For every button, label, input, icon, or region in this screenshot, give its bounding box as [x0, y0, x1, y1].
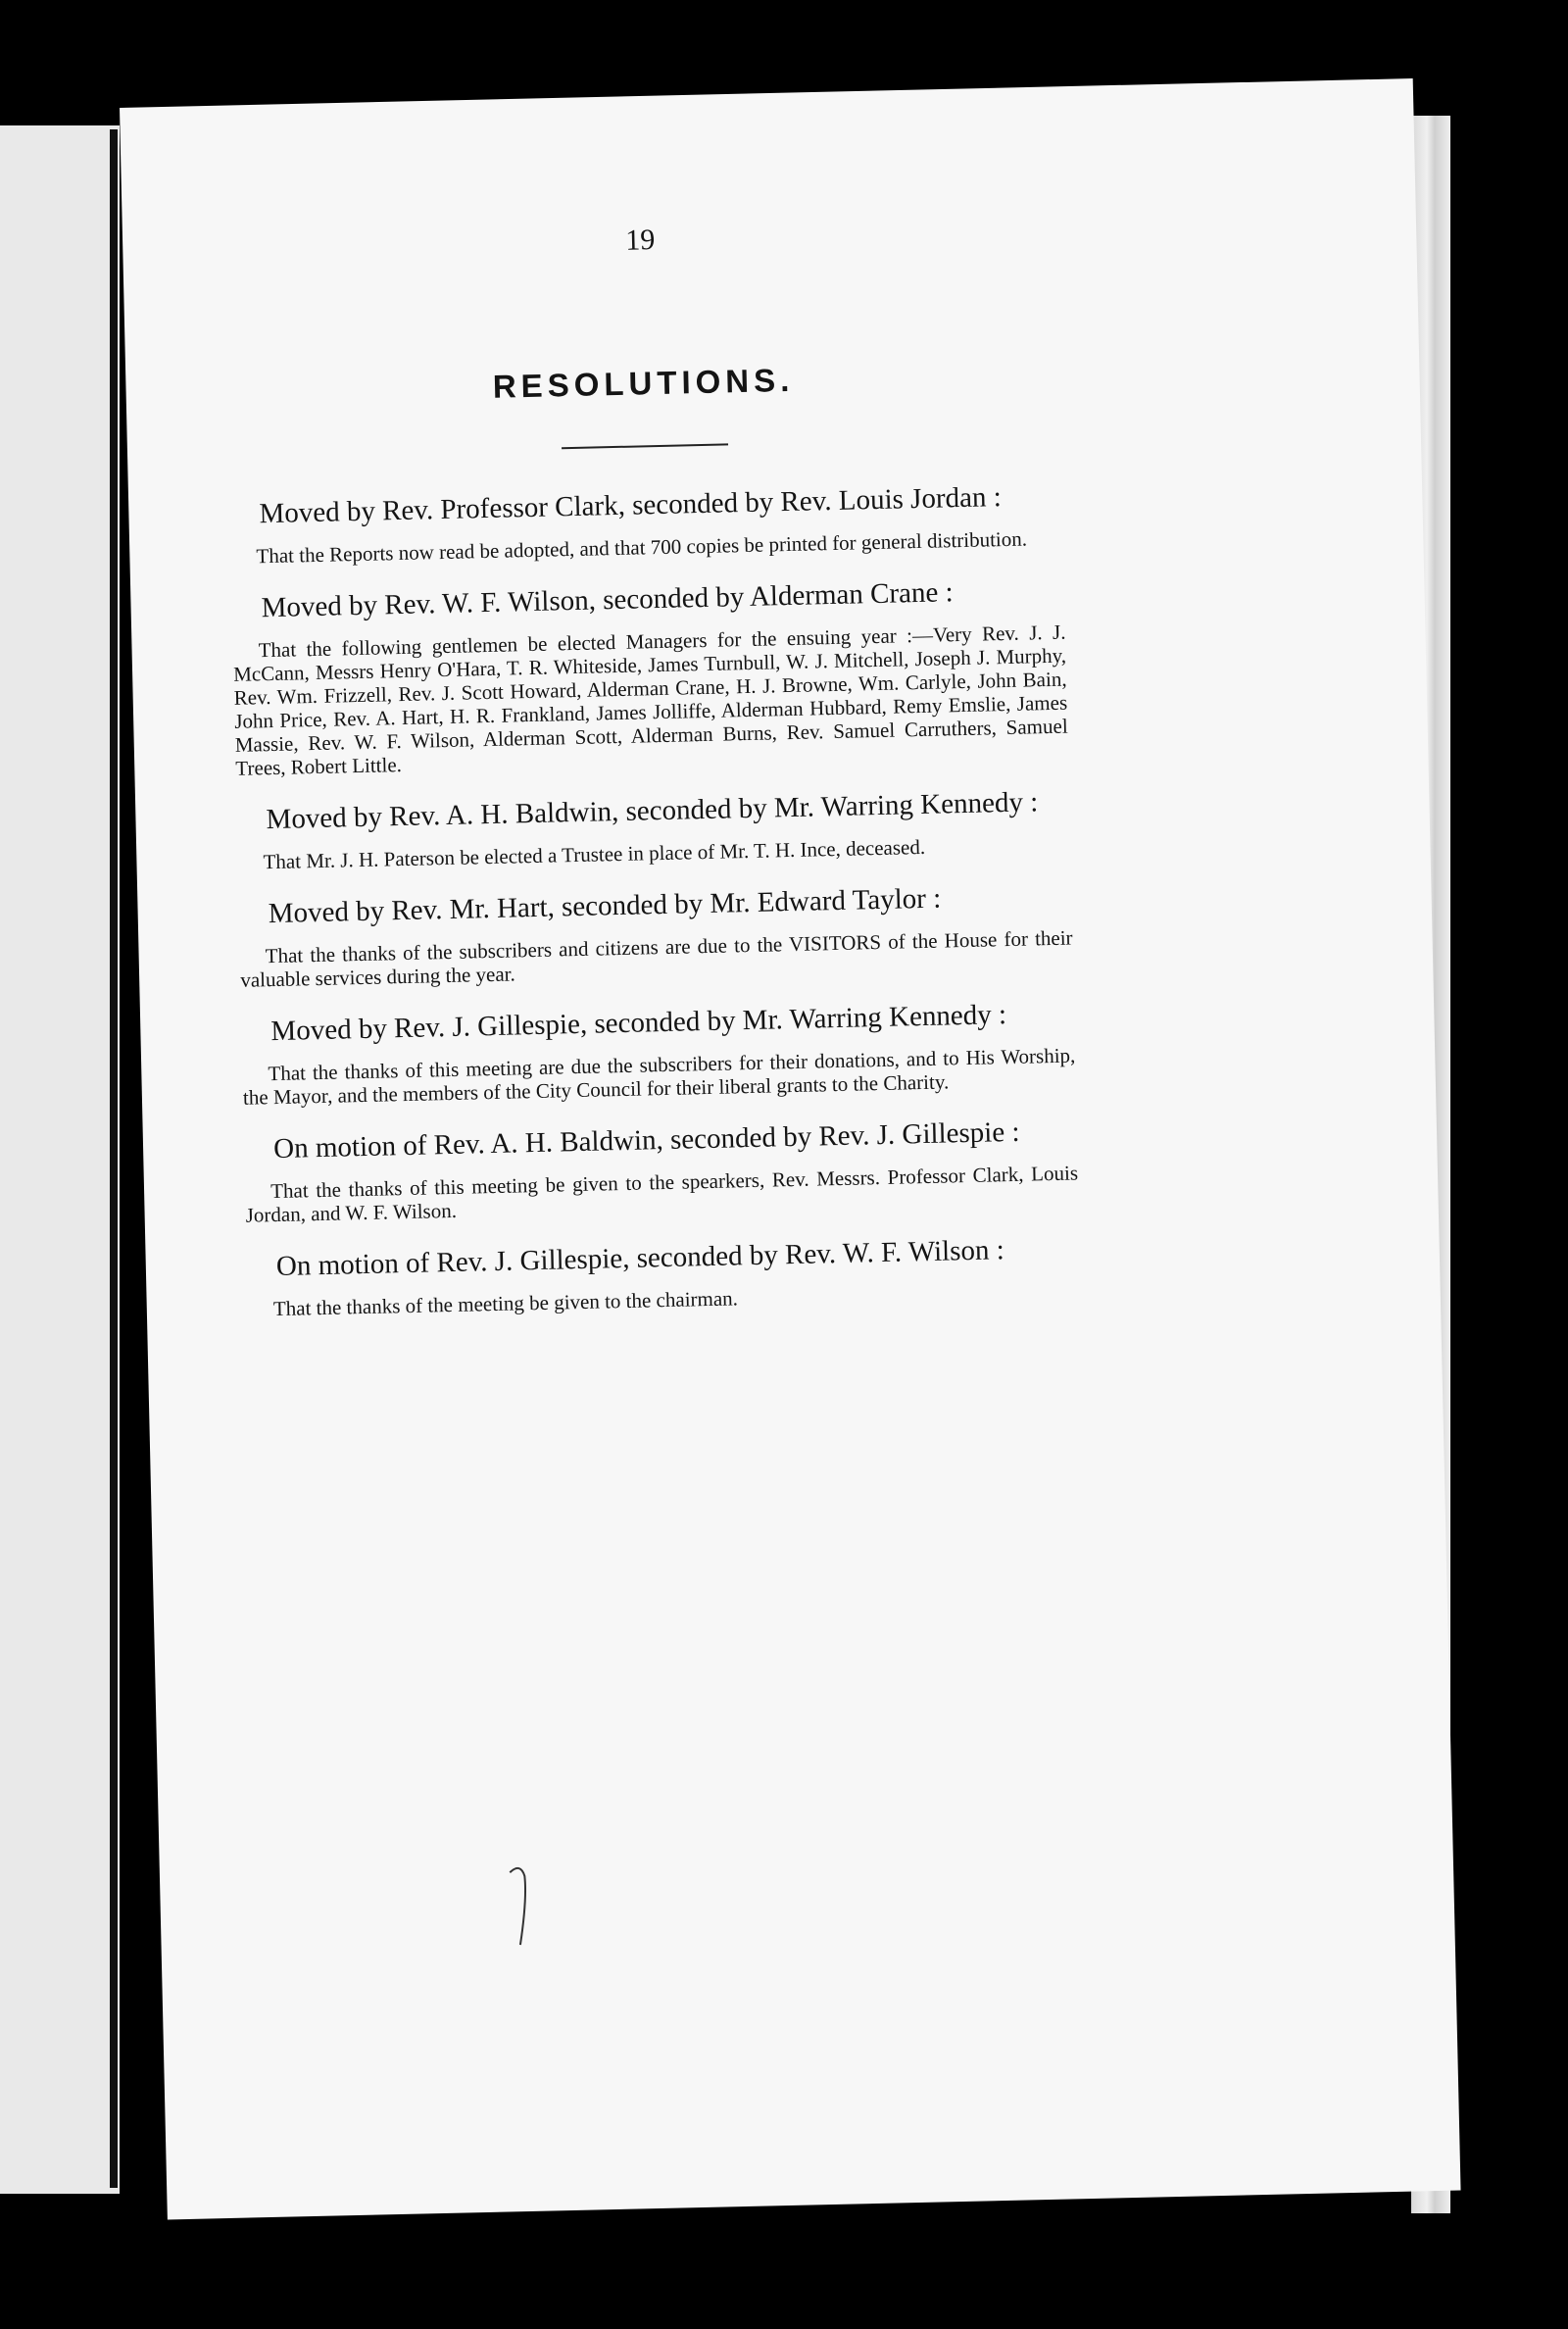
resolution-text: That Mr. J. H. Paterson be elected a Trustee in place of Mr. T. H. Ince, deceased. — [263, 834, 926, 874]
page-content — [223, 215, 1081, 1343]
book-spine — [110, 129, 118, 2188]
resolution-2 — [231, 571, 1068, 780]
resolution-4 — [238, 877, 1073, 992]
resolution-5 — [241, 995, 1076, 1110]
resolution-3 — [236, 783, 1070, 874]
resolution-text: That the following gentlemen be elected Managers for the ensuing year :—Very Rev. J. J. McCann, Messrs Henry O'Hara, T. R. Whiteside, James Turnbull, W. J. Mitchell, Joseph J. Murphy, Rev. Wm. Frizzell, Rev. J. Scott Howard, Alderman Crane, H. J. Browne, Wm. Carlyle, John Bain, John Price, Rev. A. Hart, H. R. Frankland, James Jolliffe, Alderman Hubbard, Remy Emslie, James Massie, Rev. W. F. Wilson, Alderman Scott, Alderman Burns, Rev. Samuel Carruthers, Samuel Trees, Robert Little. — [232, 619, 1068, 780]
motion-line: Moved by Rev. W. F. Wilson, seconded by Alderman Crane : — [261, 576, 954, 624]
title-rule — [562, 443, 728, 449]
resolution-text: That the thanks of the meeting be given to the chairman. — [272, 1286, 739, 1321]
resolution-text: That the thanks of this meeting are due the subscribers for their donations, and to His Worship, the Mayor, and the members of the City Council for their liberal grants to the Charity. — [242, 1043, 1076, 1110]
motion-line: Moved by Rev. Mr. Hart, seconded by Mr. Edward Taylor : — [268, 882, 942, 930]
pencil-mark-icon — [507, 1860, 538, 1950]
resolution-text: That the thanks of this meeting be given to the spearkers, Rev. Messrs. Professor Clark, Louis Jordan, and W. F. Wilson. — [245, 1161, 1079, 1227]
page-number: 19 — [624, 223, 656, 257]
motion-line: Moved by Rev. Professor Clark, seconded by Rev. Louis Jordan : — [259, 481, 1003, 530]
motion-line: On motion of Rev. A. H. Baldwin, seconded by Rev. J. Gillespie : — [272, 1115, 1020, 1165]
resolution-7 — [247, 1229, 1081, 1320]
motion-line: Moved by Rev. A. H. Baldwin, seconded by Mr. Warring Kennedy : — [266, 786, 1039, 836]
resolution-text: That the thanks of the subscribers and citizens are due to the VISITORS of the House for their valuable services during the year. — [240, 925, 1073, 992]
resolution-6 — [244, 1112, 1079, 1226]
page-title: RESOLUTIONS. — [492, 361, 795, 405]
motion-line: Moved by Rev. J. Gillespie, seconded by Mr. Warring Kennedy : — [270, 999, 1007, 1048]
resolution-text: That the Reports now read be adopted, and that 700 copies be printed for general distribution. — [256, 526, 1028, 569]
motion-line: On motion of Rev. J. Gillespie, seconded by Rev. W. F. Wilson : — [275, 1234, 1005, 1283]
resolution-1 — [229, 477, 1063, 569]
facing-page-edge — [0, 125, 120, 2194]
